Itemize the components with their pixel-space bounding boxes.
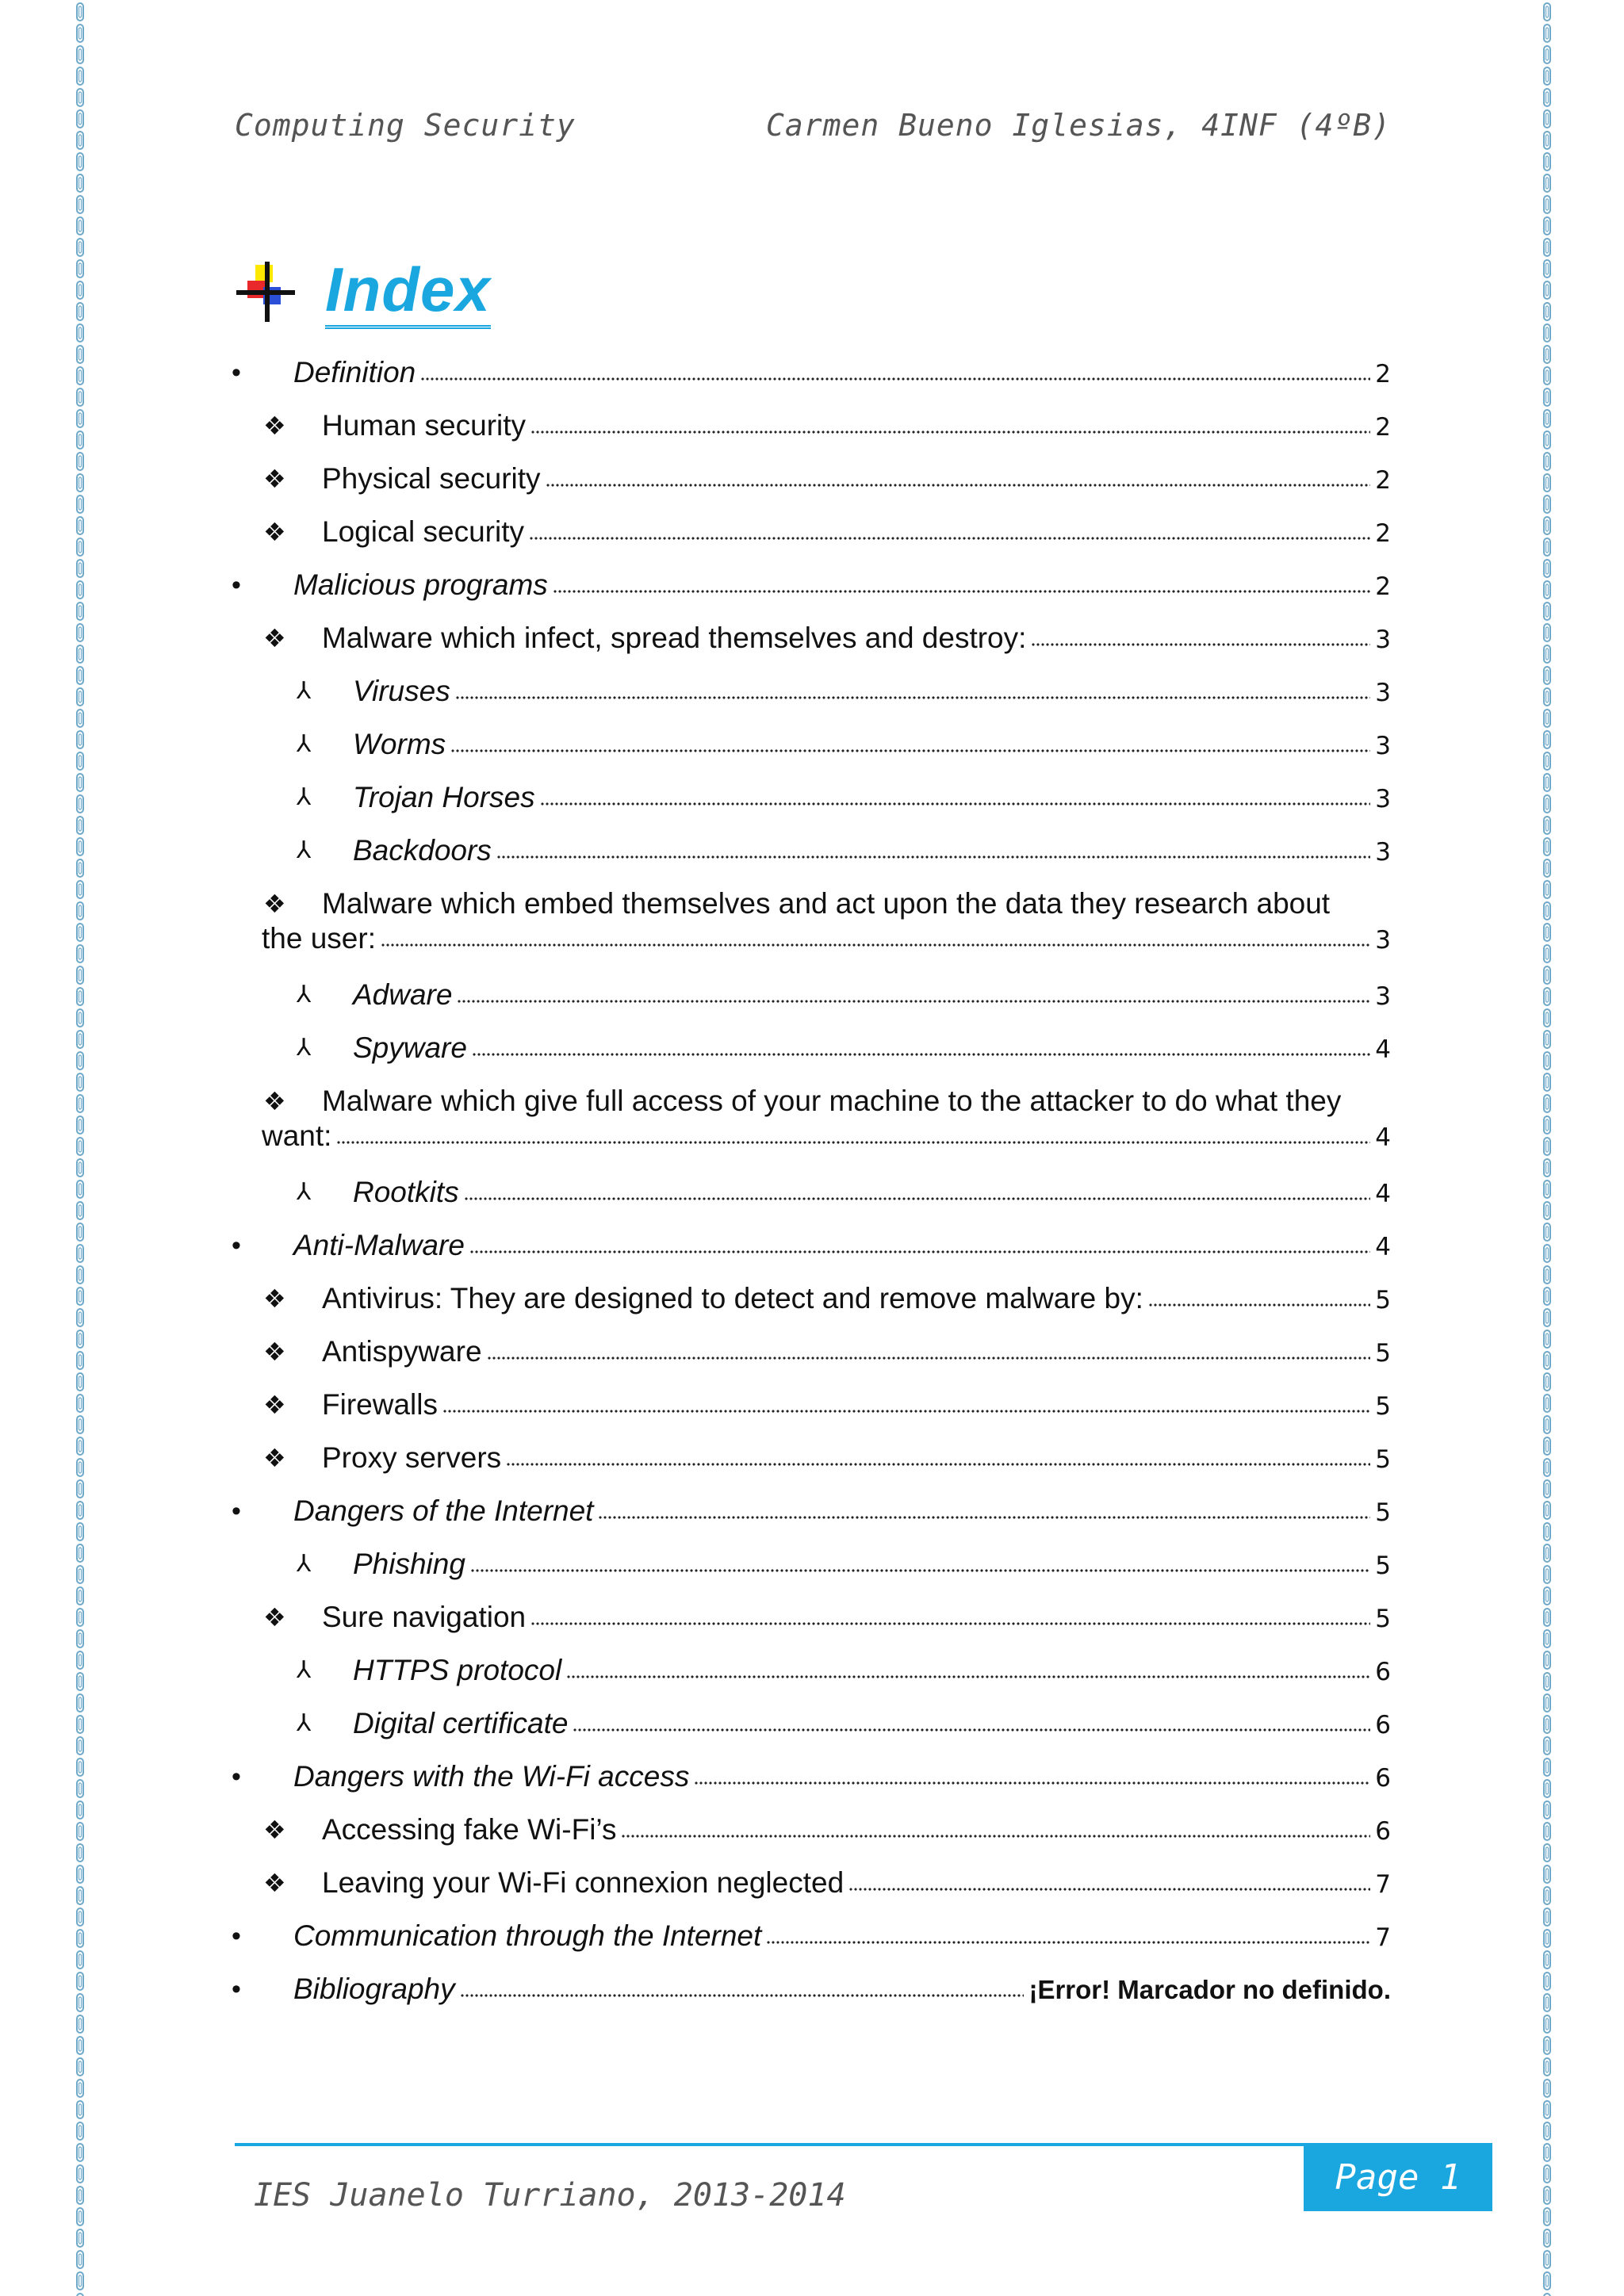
toc-entry-title: Human security — [322, 409, 527, 442]
toc-entry-title: Proxy servers — [322, 1441, 502, 1474]
diamond-bullet-icon: ❖ — [263, 1087, 286, 1115]
footer-divider — [235, 2143, 1305, 2146]
page-number-label: Page 1 — [1335, 2156, 1461, 2198]
diamond-bullet-icon: ❖ — [263, 1284, 286, 1313]
dot-leader — [553, 587, 1370, 595]
toc-entry-page: 5 — [1375, 1286, 1391, 1314]
arrow-bullet-icon: ⅄ — [297, 1551, 312, 1577]
dot-leader — [694, 1779, 1370, 1787]
arrow-bullet-icon: ⅄ — [297, 731, 312, 757]
toc-entry-title: Antispyware — [322, 1335, 482, 1368]
toc-entry-title: Leaving your Wi-Fi connexion neglected — [322, 1866, 845, 1899]
toc-entry-title: Spyware — [353, 1031, 467, 1064]
toc-entry[interactable] — [232, 621, 1391, 674]
toc-entry-page: 6 — [1375, 1817, 1391, 1846]
dot-leader — [506, 1460, 1370, 1468]
dot-leader — [530, 428, 1370, 436]
dot-leader — [457, 997, 1370, 1005]
diamond-bullet-icon: ❖ — [263, 518, 286, 546]
diamond-bullet-icon: ❖ — [263, 1337, 286, 1366]
dot-leader — [1031, 641, 1370, 649]
toc-entry-title: Firewalls — [322, 1388, 438, 1421]
diamond-bullet-icon: ❖ — [263, 890, 286, 918]
dot-leader — [1148, 1301, 1370, 1309]
toc-entry-title-continued: want: — [262, 1119, 332, 1152]
toc-entry[interactable] — [232, 1228, 1391, 1281]
toc-entry-title: Malware which embed themselves and act upon the data they research about — [322, 887, 1331, 920]
toc-entry[interactable] — [232, 674, 1391, 727]
toc-entry-title: Viruses — [353, 675, 450, 707]
dot-leader — [540, 800, 1371, 808]
toc-entry[interactable] — [232, 1387, 1391, 1441]
diamond-bullet-icon: ❖ — [263, 1444, 286, 1472]
bullet-dot-icon: • — [232, 358, 241, 388]
toc-entry-page: 7 — [1375, 1870, 1391, 1899]
bullet-dot-icon: • — [232, 1974, 241, 2004]
toc-entry[interactable] — [232, 1084, 1391, 1175]
toc-entry-title: Phishing — [353, 1548, 465, 1580]
toc-entry[interactable] — [232, 1919, 1391, 1972]
toc-entry-page: 3 — [1375, 982, 1391, 1011]
table-of-contents — [232, 355, 1391, 2025]
dot-leader — [529, 534, 1370, 542]
diamond-bullet-icon: ❖ — [263, 1869, 286, 1897]
toc-entry-page: 2 — [1375, 519, 1391, 548]
dot-leader — [470, 1567, 1370, 1575]
dot-leader — [530, 1620, 1370, 1628]
toc-entry-page: 4 — [1375, 1233, 1391, 1261]
toc-entry-title: Dangers with the Wi-Fi access — [293, 1760, 690, 1793]
toc-entry-page: 3 — [1375, 926, 1391, 955]
toc-entry-page: 5 — [1375, 1339, 1391, 1368]
toc-entry-title: Bibliography — [293, 1973, 455, 2005]
page-title: Index — [325, 255, 491, 329]
toc-entry-page: 2 — [1375, 466, 1391, 495]
toc-entry[interactable] — [232, 1031, 1391, 1084]
toc-entry[interactable] — [232, 1281, 1391, 1334]
toc-entry-page: 3 — [1375, 838, 1391, 867]
bullet-dot-icon: • — [232, 1496, 241, 1526]
toc-entry[interactable] — [232, 1175, 1391, 1228]
bullet-dot-icon: • — [232, 570, 241, 600]
toc-entry-title: Digital certificate — [353, 1707, 569, 1739]
toc-entry[interactable] — [232, 1972, 1391, 2025]
toc-entry-title: Backdoors — [353, 834, 492, 867]
toc-entry-title: Antivirus: They are designed to detect and remove malware by: — [322, 1282, 1143, 1314]
dot-leader — [566, 1673, 1370, 1681]
diamond-bullet-icon: ❖ — [263, 1603, 286, 1632]
diamond-bullet-icon: ❖ — [263, 624, 286, 652]
toc-entry[interactable] — [232, 1866, 1391, 1919]
header-course-title: Computing Security — [235, 108, 576, 143]
paperclip-border-left-icon — [75, 0, 87, 2296]
toc-entry[interactable] — [232, 355, 1391, 408]
toc-entry-title: Dangers of the Internet — [293, 1494, 594, 1527]
dot-leader — [766, 1938, 1370, 1946]
toc-entry-page: 2 — [1375, 413, 1391, 442]
paperclip-border-right-icon — [1542, 0, 1554, 2296]
toc-entry[interactable] — [232, 780, 1391, 833]
toc-entry-title: Rootkits — [353, 1176, 459, 1208]
arrow-bullet-icon: ⅄ — [297, 1710, 312, 1736]
toc-entry[interactable] — [232, 1494, 1391, 1547]
toc-entry-page: 2 — [1375, 572, 1391, 601]
toc-entry[interactable] — [232, 1759, 1391, 1812]
toc-entry[interactable] — [232, 1441, 1391, 1494]
toc-entry-page: 5 — [1375, 1445, 1391, 1474]
toc-entry-page: 5 — [1375, 1392, 1391, 1421]
dot-leader — [450, 747, 1370, 755]
toc-entry[interactable] — [232, 1706, 1391, 1759]
dot-leader — [487, 1354, 1371, 1362]
toc-entry-page: 6 — [1375, 1658, 1391, 1686]
dot-leader — [455, 694, 1371, 702]
dot-leader — [496, 853, 1370, 861]
toc-entry[interactable] — [232, 1334, 1391, 1387]
toc-entry[interactable] — [232, 833, 1391, 886]
toc-entry-title: Accessing fake Wi-Fi’s — [322, 1813, 617, 1846]
page-number-badge — [1304, 2143, 1492, 2211]
toc-entry-title: HTTPS protocol — [353, 1654, 562, 1686]
arrow-bullet-icon: ⅄ — [297, 1179, 312, 1205]
toc-entry-page: 5 — [1375, 1552, 1391, 1580]
dot-leader — [621, 1832, 1370, 1840]
dot-leader — [546, 481, 1371, 489]
toc-entry-page: 4 — [1375, 1123, 1391, 1152]
toc-entry[interactable] — [232, 408, 1391, 461]
toc-entry-title: Worms — [353, 728, 446, 760]
toc-entry[interactable] — [232, 1653, 1391, 1706]
dot-leader — [464, 1195, 1371, 1203]
dot-leader — [460, 1992, 1025, 1999]
toc-entry-title: Malware which give full access of your machine to the attacker to do what they — [322, 1085, 1342, 1117]
toc-entry-title: Logical security — [322, 515, 525, 548]
toc-entry-title: Communication through the Internet — [293, 1919, 762, 1952]
dot-leader — [381, 941, 1370, 949]
toc-entry-page: 6 — [1375, 1764, 1391, 1793]
toc-entry-title: Trojan Horses — [353, 781, 535, 813]
dot-leader — [848, 1885, 1370, 1893]
toc-entry-title: Definition — [293, 356, 416, 388]
toc-entry-page: 6 — [1375, 1711, 1391, 1739]
toc-entry[interactable] — [232, 568, 1391, 621]
toc-entry-page: 4 — [1375, 1180, 1391, 1208]
dot-leader — [420, 375, 1370, 383]
toc-entry[interactable] — [232, 1547, 1391, 1600]
toc-entry[interactable] — [232, 515, 1391, 568]
toc-entry-page: 7 — [1375, 1923, 1391, 1952]
toc-entry-page: ¡Error! Marcador no definido. — [1028, 1975, 1391, 2004]
toc-entry[interactable] — [232, 461, 1391, 515]
toc-entry-page: 5 — [1375, 1605, 1391, 1633]
toc-entry-page: 4 — [1375, 1035, 1391, 1064]
arrow-bullet-icon: ⅄ — [297, 1035, 312, 1061]
dot-leader — [472, 1050, 1370, 1058]
toc-entry-page: 5 — [1375, 1498, 1391, 1527]
toc-entry[interactable] — [232, 727, 1391, 780]
diamond-bullet-icon: ❖ — [263, 465, 286, 493]
diamond-bullet-icon: ❖ — [263, 411, 286, 440]
bullet-dot-icon: • — [232, 1762, 241, 1792]
dot-leader — [598, 1513, 1370, 1521]
toc-entry-title: Malicious programs — [293, 568, 548, 601]
arrow-bullet-icon: ⅄ — [297, 784, 312, 810]
toc-entry-page: 2 — [1375, 360, 1391, 388]
toc-entry-page: 3 — [1375, 626, 1391, 654]
toc-entry[interactable] — [232, 978, 1391, 1031]
toc-entry-title: Sure navigation — [322, 1601, 527, 1633]
arrow-bullet-icon: ⅄ — [297, 678, 312, 704]
toc-entry-page: 3 — [1375, 732, 1391, 760]
arrow-bullet-icon: ⅄ — [297, 1657, 312, 1683]
toc-entry-title-continued: the user: — [262, 922, 376, 955]
arrow-bullet-icon: ⅄ — [297, 837, 312, 863]
dot-leader — [336, 1138, 1370, 1146]
toc-entry-title: Malware which infect, spread themselves and destroy: — [322, 622, 1027, 654]
toc-entry[interactable] — [232, 1812, 1391, 1866]
bullet-dot-icon: • — [232, 1230, 241, 1261]
toc-entry-page: 3 — [1375, 785, 1391, 813]
toc-entry-title: Physical security — [322, 462, 541, 495]
footer-school: IES Juanelo Turriano, 2013-2014 — [254, 2177, 846, 2214]
header-author: Carmen Bueno Iglesias, 4INF (4ºB) — [766, 108, 1391, 143]
arrow-bullet-icon: ⅄ — [297, 982, 312, 1008]
toc-entry[interactable] — [232, 1600, 1391, 1653]
toc-entry-page: 3 — [1375, 679, 1391, 707]
cross-heading-icon — [232, 260, 295, 323]
diamond-bullet-icon: ❖ — [263, 1816, 286, 1844]
toc-entry[interactable] — [232, 886, 1391, 978]
index-heading — [232, 255, 491, 328]
dot-leader — [469, 1248, 1370, 1256]
toc-entry-title: Adware — [353, 978, 453, 1011]
bullet-dot-icon: • — [232, 1921, 241, 1951]
toc-entry-title: Anti-Malware — [293, 1229, 465, 1261]
diamond-bullet-icon: ❖ — [263, 1391, 286, 1419]
dot-leader — [573, 1726, 1370, 1734]
dot-leader — [442, 1407, 1370, 1415]
